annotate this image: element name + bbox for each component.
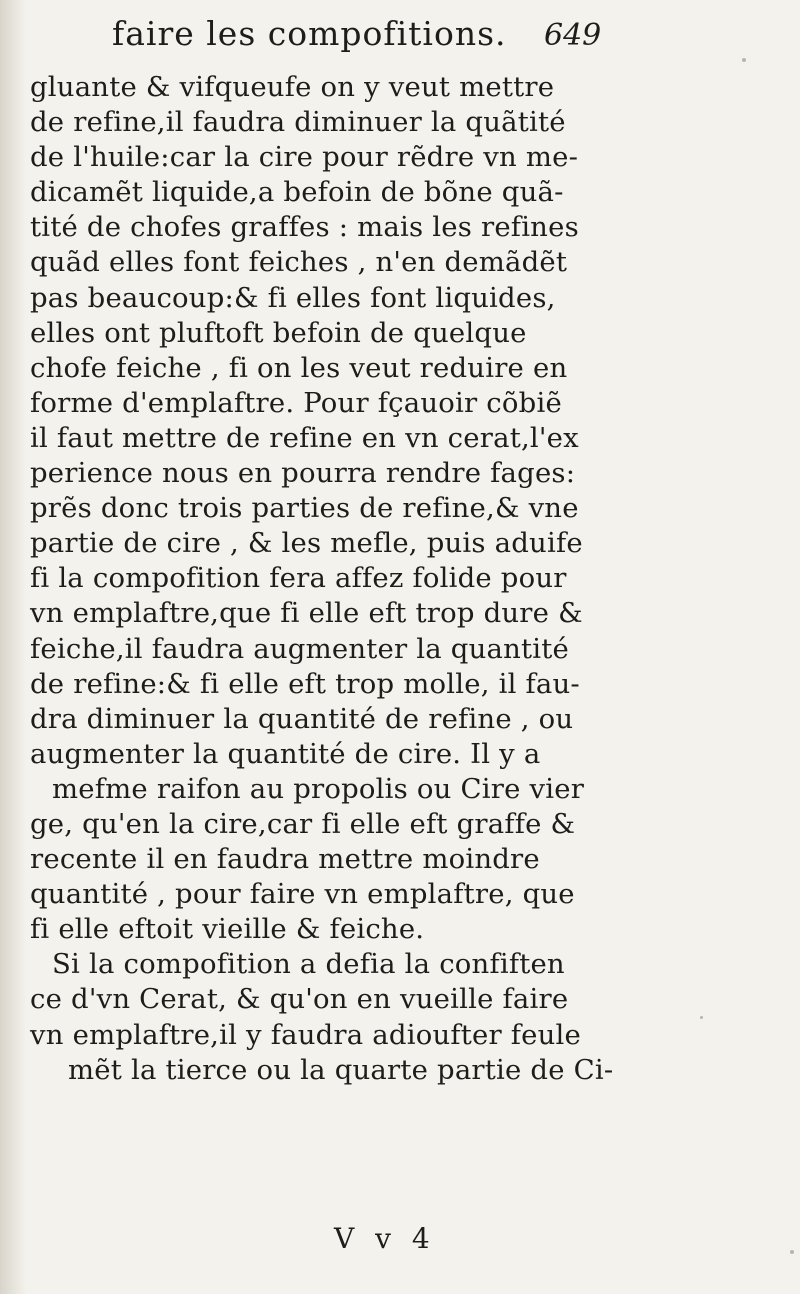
text-line: mefme raifon au propolis ou Cire vier (52, 772, 585, 805)
body-text (30, 70, 680, 1088)
text-line: quantité , pour faire vn emplaftre, que (30, 878, 575, 911)
text-line: partie de cire , & les mefle, puis aduife (30, 527, 583, 560)
text-line: fi elle eftoit vieille & feiche. (30, 913, 425, 946)
running-title: faire les compofitions. (112, 14, 507, 53)
text-line: de refine,il faudra diminuer la quãtité (30, 106, 566, 139)
text-line: vn emplaftre,que fi elle eft trop dure & (30, 597, 583, 630)
text-line: prẽs donc trois parties de refine,& vne (30, 492, 579, 525)
text-line: forme d'emplaftre. Pour fçauoir cõbiẽ (30, 386, 562, 419)
text-line: quãd elles font feiches , n'en demãdẽt (30, 246, 568, 279)
text-line: fi la compofition fera affez folide pour (30, 562, 567, 595)
text-line: mẽt la tierce ou la quarte partie de Ci- (68, 1053, 614, 1086)
text-line: vn emplaftre,il y faudra adioufter feule (30, 1018, 581, 1051)
text-line: perience nous en pourra rendre fages: (30, 457, 576, 490)
paper-speck (700, 1016, 703, 1019)
text-line: ce d'vn Cerat, & qu'on en vueille faire (30, 983, 569, 1016)
text-line: augmenter la quantité de cire. Il y a (30, 737, 541, 770)
paper-speck (790, 1250, 794, 1254)
text-line: dicamẽt liquide,a befoin de bõne quã- (30, 176, 564, 209)
text-line: pas beaucoup:& fi elles font liquides, (30, 281, 556, 314)
text-line: tité de chofes graffes : mais les refines (30, 211, 579, 244)
gutter-shadow (0, 0, 26, 1294)
text-line: dra diminuer la quantité de refine , ou (30, 702, 574, 735)
signature-catchword: V v 4 (334, 1222, 436, 1255)
page-number: 649 (544, 18, 602, 53)
text-line: de refine:& fi elle eft trop molle, il fau- (30, 667, 580, 700)
paper-speck (742, 58, 746, 62)
text-line: feiche,il faudra augmenter la quantité (30, 632, 569, 665)
text-line: gluante & vifqueufe on y veut mettre (30, 71, 555, 103)
text-line: de l'huile:car la cire pour rẽdre vn me- (30, 141, 579, 174)
text-line: ge, qu'en la cire,car fi elle eft graffe & (30, 807, 576, 840)
text-line: chofe feiche , fi on les veut reduire en (30, 351, 568, 384)
text-line: elles ont pluftoft befoin de quelque (30, 316, 527, 349)
text-line: Si la compofition a defia la confiften (52, 948, 565, 981)
text-line: il faut mettre de refine en vn cerat,l'ex (30, 421, 579, 454)
text-line: recente il en faudra mettre moindre (30, 843, 540, 876)
running-head (112, 14, 712, 62)
